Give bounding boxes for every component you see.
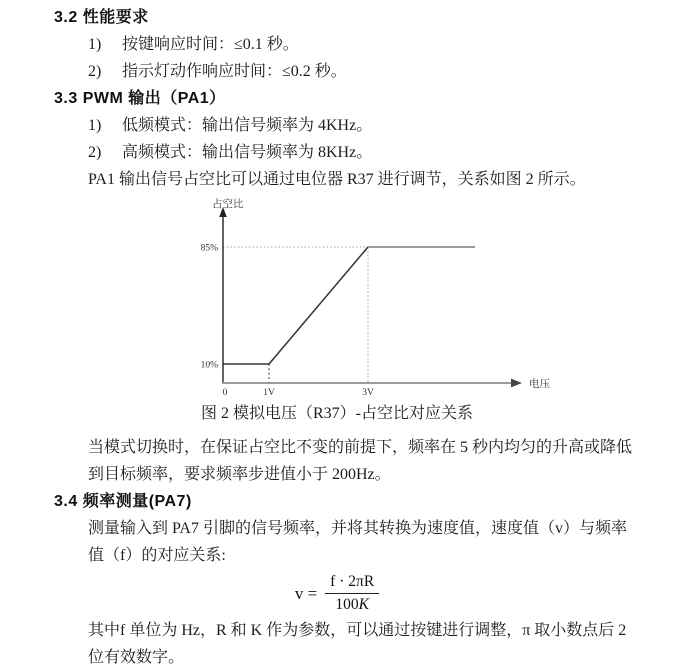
paragraph-mode-switch-line2: 到目标频率，要求频率步进值小于 200Hz。	[88, 466, 391, 483]
x-tick-3v: 3V	[362, 388, 374, 398]
formula-denominator	[325, 593, 379, 615]
x-tick-1v: 1V	[263, 388, 275, 398]
list-item	[88, 112, 674, 139]
formula-denominator-variable: K	[358, 596, 369, 613]
x-axis-arrow-icon	[511, 379, 522, 388]
formula-numerator: f · 2πR	[330, 573, 375, 590]
list-item	[88, 31, 674, 58]
paragraph-freq-measure-line2: 值（f）的对应关系:	[88, 547, 226, 564]
paragraph-parameters-line1: 其中f 单位为 Hz，R 和 K 作为参数，可以通过按键进行调整，π 取小数点后 2	[88, 622, 627, 639]
section-heading-3-2: 3.2 性能要求	[54, 9, 149, 26]
list-item-text: 低频模式：输出信号频率为 4KHz。	[122, 117, 373, 134]
y-tick-10: 10%	[200, 360, 218, 371]
formula-denominator-coefficient: 100	[335, 596, 359, 613]
list-item-number: 2)	[88, 63, 102, 80]
figure-duty-cycle-chart	[150, 195, 674, 402]
list-item-number: 2)	[88, 144, 102, 161]
y-axis-label: 占空比	[212, 199, 244, 210]
duty-cycle-chart	[150, 195, 570, 402]
list-item-text: 高频模式：输出信号频率为 8KHz。	[122, 144, 373, 161]
paragraph-parameters-line2: 位有效数字。	[88, 649, 185, 666]
formula-velocity	[0, 572, 674, 615]
x-tick-0: 0	[222, 388, 228, 398]
x-axis-label: 电压	[529, 379, 550, 390]
paragraph-freq-measure-line1: 测量输入到 PA7 引脚的信号频率，并将其转换为速度值，速度值（v）与频率	[88, 520, 627, 537]
list-item-number: 1)	[88, 36, 102, 53]
formula-lhs: v =	[294, 583, 318, 603]
section-heading-3-3: 3.3 PWM 输出（PA1）	[54, 90, 226, 107]
formula-fraction	[325, 572, 379, 615]
list-item-number: 1)	[88, 117, 102, 134]
list-item-text: 指示灯动作响应时间：≤0.2 秒。	[122, 63, 347, 80]
list-item-text: 按键响应时间：≤0.1 秒。	[122, 36, 299, 53]
figure-caption: 图 2 模拟电压（R37）-占空比对应关系	[200, 405, 473, 422]
data-line-ramp-segment	[269, 247, 368, 364]
paragraph-mode-switch-line1: 当模式切换时，在保证占空比不变的前提下，频率在 5 秒内均匀的升高或降低	[88, 439, 633, 456]
list-item	[88, 58, 674, 85]
y-tick-85: 85%	[200, 243, 218, 254]
list-item	[88, 139, 674, 166]
section-heading-3-4: 3.4 频率测量(PA7)	[54, 493, 192, 510]
paragraph-pa1-duty: PA1 输出信号占空比可以通过电位器 R37 进行调节，关系如图 2 所示。	[88, 171, 586, 188]
